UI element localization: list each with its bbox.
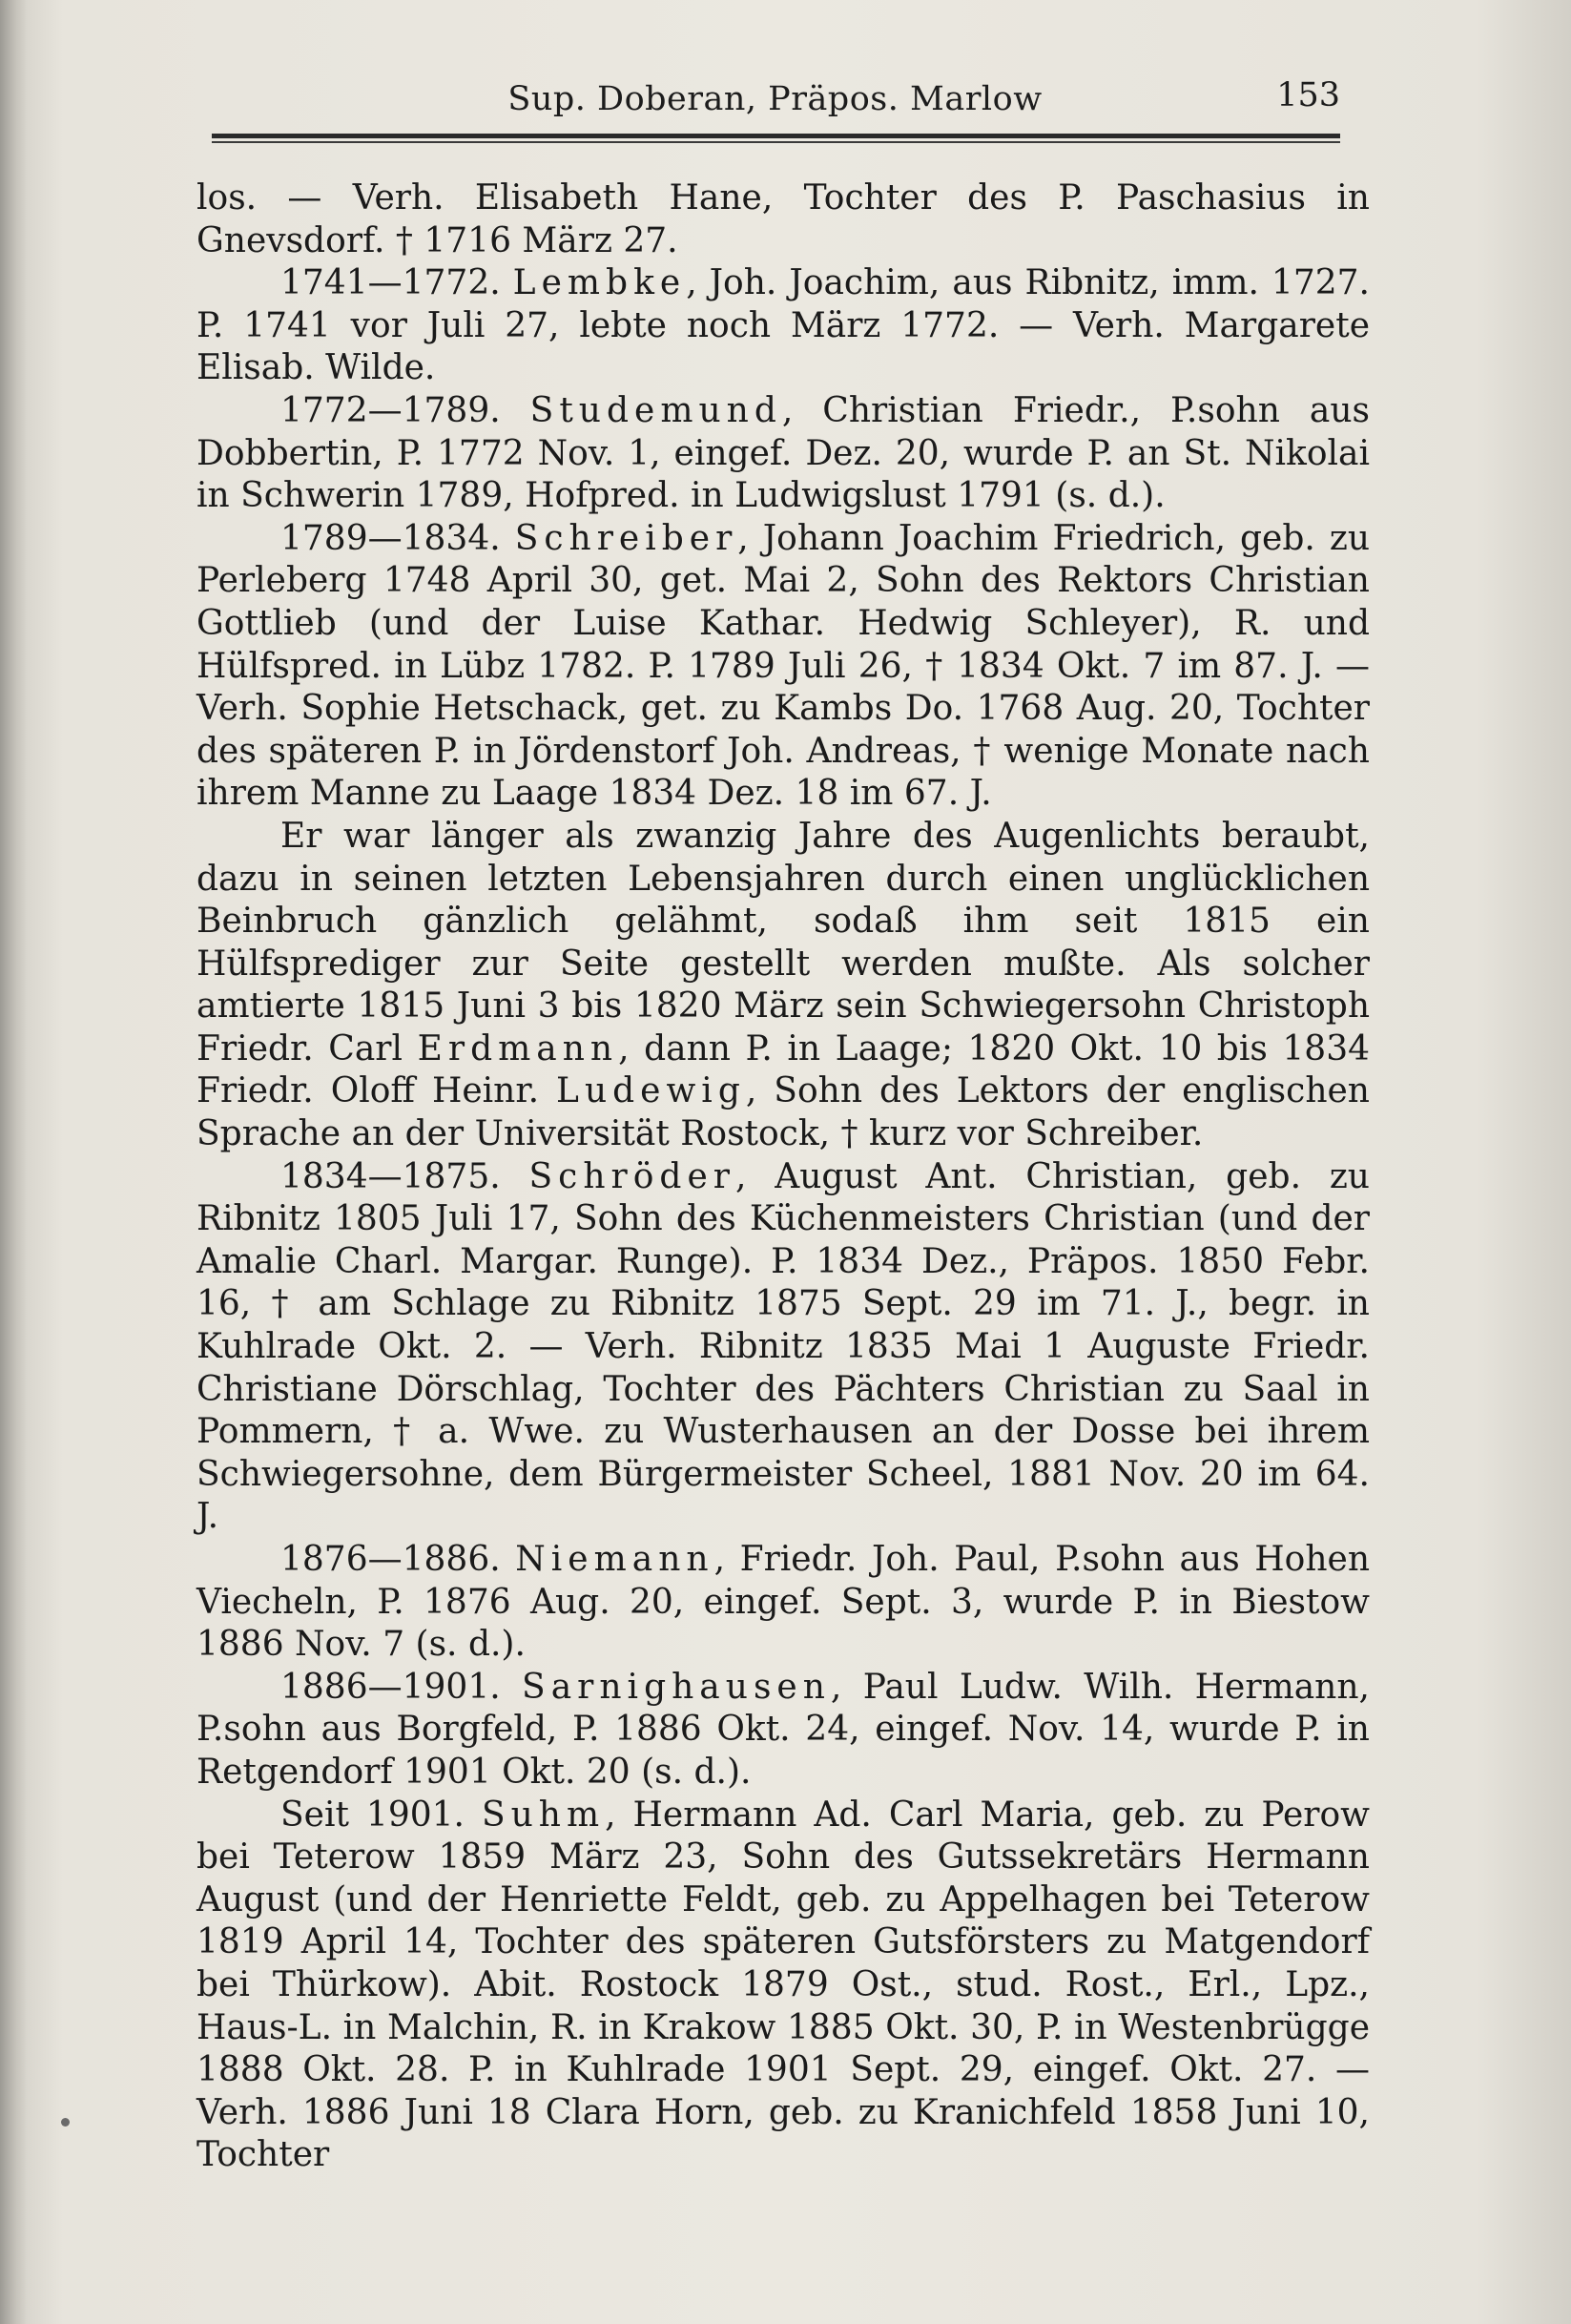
pastor-name: Niemann	[515, 1540, 714, 1579]
page-body	[196, 177, 1370, 2177]
pastor-name: Schreiber	[514, 518, 738, 558]
pastor-name: Studemund	[529, 390, 782, 430]
entry-years: 1834—1875.	[280, 1156, 529, 1196]
entry-years: 1741—1772.	[280, 263, 513, 303]
entry-years: 1772—1789.	[280, 390, 530, 430]
assistant-name: Erdmann	[417, 1028, 619, 1069]
pastor-name: Sarnighausen	[522, 1667, 831, 1707]
note-text: , Sohn des Lektors der englischen Sprache an der Universität Rostock, † kurz vor Schreiber.	[196, 1071, 1370, 1154]
gutter-shadow	[0, 0, 27, 2324]
pastor-name: Suhm	[481, 1795, 606, 1835]
text-run: los. — Verh. Elisabeth Hane, Tochter des P. Paschasius in Gnevsdorf. † 1716 März 27.	[196, 178, 1370, 260]
entry-studemund	[196, 390, 1370, 518]
entry-lembke	[196, 262, 1370, 390]
header-rule-thin	[212, 141, 1340, 143]
running-title: Sup. Doberan, Präpos. Marlow	[507, 80, 1043, 118]
note-text: , dann P. in Laage; 1820 Okt. 10 bis 1834 Friedr. Oloff Heinr.	[196, 1028, 1370, 1111]
pastor-name: Schröder	[528, 1156, 735, 1196]
entry-years: 1876—1886.	[280, 1540, 516, 1579]
entry-schroeder	[196, 1156, 1370, 1539]
pastor-name: Lembke	[512, 263, 687, 303]
entry-years: Seit 1901.	[280, 1795, 482, 1835]
paragraph-continuation	[196, 177, 1370, 262]
header-rule-thick	[212, 134, 1340, 138]
entry-schreiber	[196, 518, 1370, 816]
entry-years: 1789—1834.	[280, 518, 515, 558]
entry-text: , Paul Ludw. Wilh. Hermann, P.sohn aus Borgfeld, P. 1886 Okt. 24, eingef. Nov. 14, wurde P. in Retgendorf 1901 Okt. 20 (s. d.).	[196, 1667, 1370, 1792]
entry-years: 1886—1901.	[280, 1667, 523, 1707]
entry-text: , Johann Joachim Friedrich, geb. zu Perleberg 1748 April 30, get. Mai 2, Sohn des Rektors Christian Gottlieb (und der Luise Kathar. Hedwig Schleyer), R. und Hülfspred. in Lübz 1782. P. 1789 Juli 26, † 1834 Okt. 7 im 87. J. — Verh. Sophie Hetschack, get. zu Kambs Do. 1768 Aug. 20, Tochter des späteren P. in Jördenstorf Joh. Andreas, † wenige Monate nach ihrem Manne zu Laage 1834 Dez. 18 im 67. J.	[196, 518, 1371, 814]
note-schreiber	[196, 816, 1370, 1156]
page-number: 153	[1276, 76, 1340, 114]
entry-text: , Hermann Ad. Carl Maria, geb. zu Perow bei Teterow 1859 März 23, Sohn des Gutssekretärs Hermann August (und der Henriette Feldt, geb. zu Appelhagen bei Teterow 1819 April 14, Tochter des späteren Gutsförsters zu Matgendorf bei Thürkow). Abit. Rostock 1879 Ost., stud. Rost., Erl., Lpz., Haus-L. in Malchin, R. in Krakow 1885 Okt. 30, P. in Westenbrügge 1888 Okt. 28. P. in Kuhlrade 1901 Sept. 29, eingef. Okt. 27. — Verh. 1886 Juni 18 Clara Horn, geb. zu Kranichfeld 1858 Juni 10, Tochter	[196, 1795, 1370, 2175]
entry-text: , Joh. Joachim, aus Ribnitz, imm. 1727. P. 1741 vor Juli 27, lebte noch März 1772. — Verh. Margarete Elisab. Wilde.	[196, 263, 1370, 388]
page-header	[210, 74, 1340, 132]
entry-niemann	[196, 1539, 1370, 1667]
entry-suhm	[196, 1795, 1370, 2177]
entry-text: , Friedr. Joh. Paul, P.sohn aus Hohen Viecheln, P. 1876 Aug. 20, eingef. Sept. 3, wurde P. in Biestow 1886 Nov. 7 (s. d.).	[196, 1540, 1371, 1665]
entry-sarnighausen	[196, 1667, 1370, 1795]
entry-text: , August Ant. Christian, geb. zu Ribnitz 1805 Juli 17, Sohn des Küchenmeisters Christian (und der Amalie Charl. Margar. Runge). P. 1834 Dez., Präpos. 1850 Febr. 16, † am Schlage zu Ribnitz 1875 Sept. 29 im 71. J., begr. in Kuhlrade Okt. 2. — Verh. Ribnitz 1835 Mai 1 Auguste Friedr. Christiane Dörschlag, Tochter des Pächters Christian zu Saal in Pommern, † a. Wwe. zu Wusterhausen an der Dosse bei ihrem Schwiegersohne, dem Bürgermeister Scheel, 1881 Nov. 20 im 64. J.	[196, 1156, 1370, 1537]
entry-text: , Christian Friedr., P.sohn aus Dobbertin, P. 1772 Nov. 1, eingef. Dez. 20, wurde P. an St. Nikolai in Schwerin 1789, Hofpred. in Ludwigslust 1791 (s. d.).	[196, 390, 1370, 516]
print-speck	[61, 2118, 70, 2127]
assistant-name: Ludewig	[556, 1071, 746, 1111]
note-text: Er war länger als zwanzig Jahre des Augenlichts beraubt, dazu in seinen letzten Lebensjahren durch einen unglücklichen Beinbruch gänzlich gelähmt, sodaß ihm seit 1815 ein Hülfsprediger zur Seite gestellt werden mußte. Als solcher amtierte 1815 Juni 3 bis 1820 März sein Schwiegersohn Christoph Friedr. Carl	[196, 816, 1370, 1069]
